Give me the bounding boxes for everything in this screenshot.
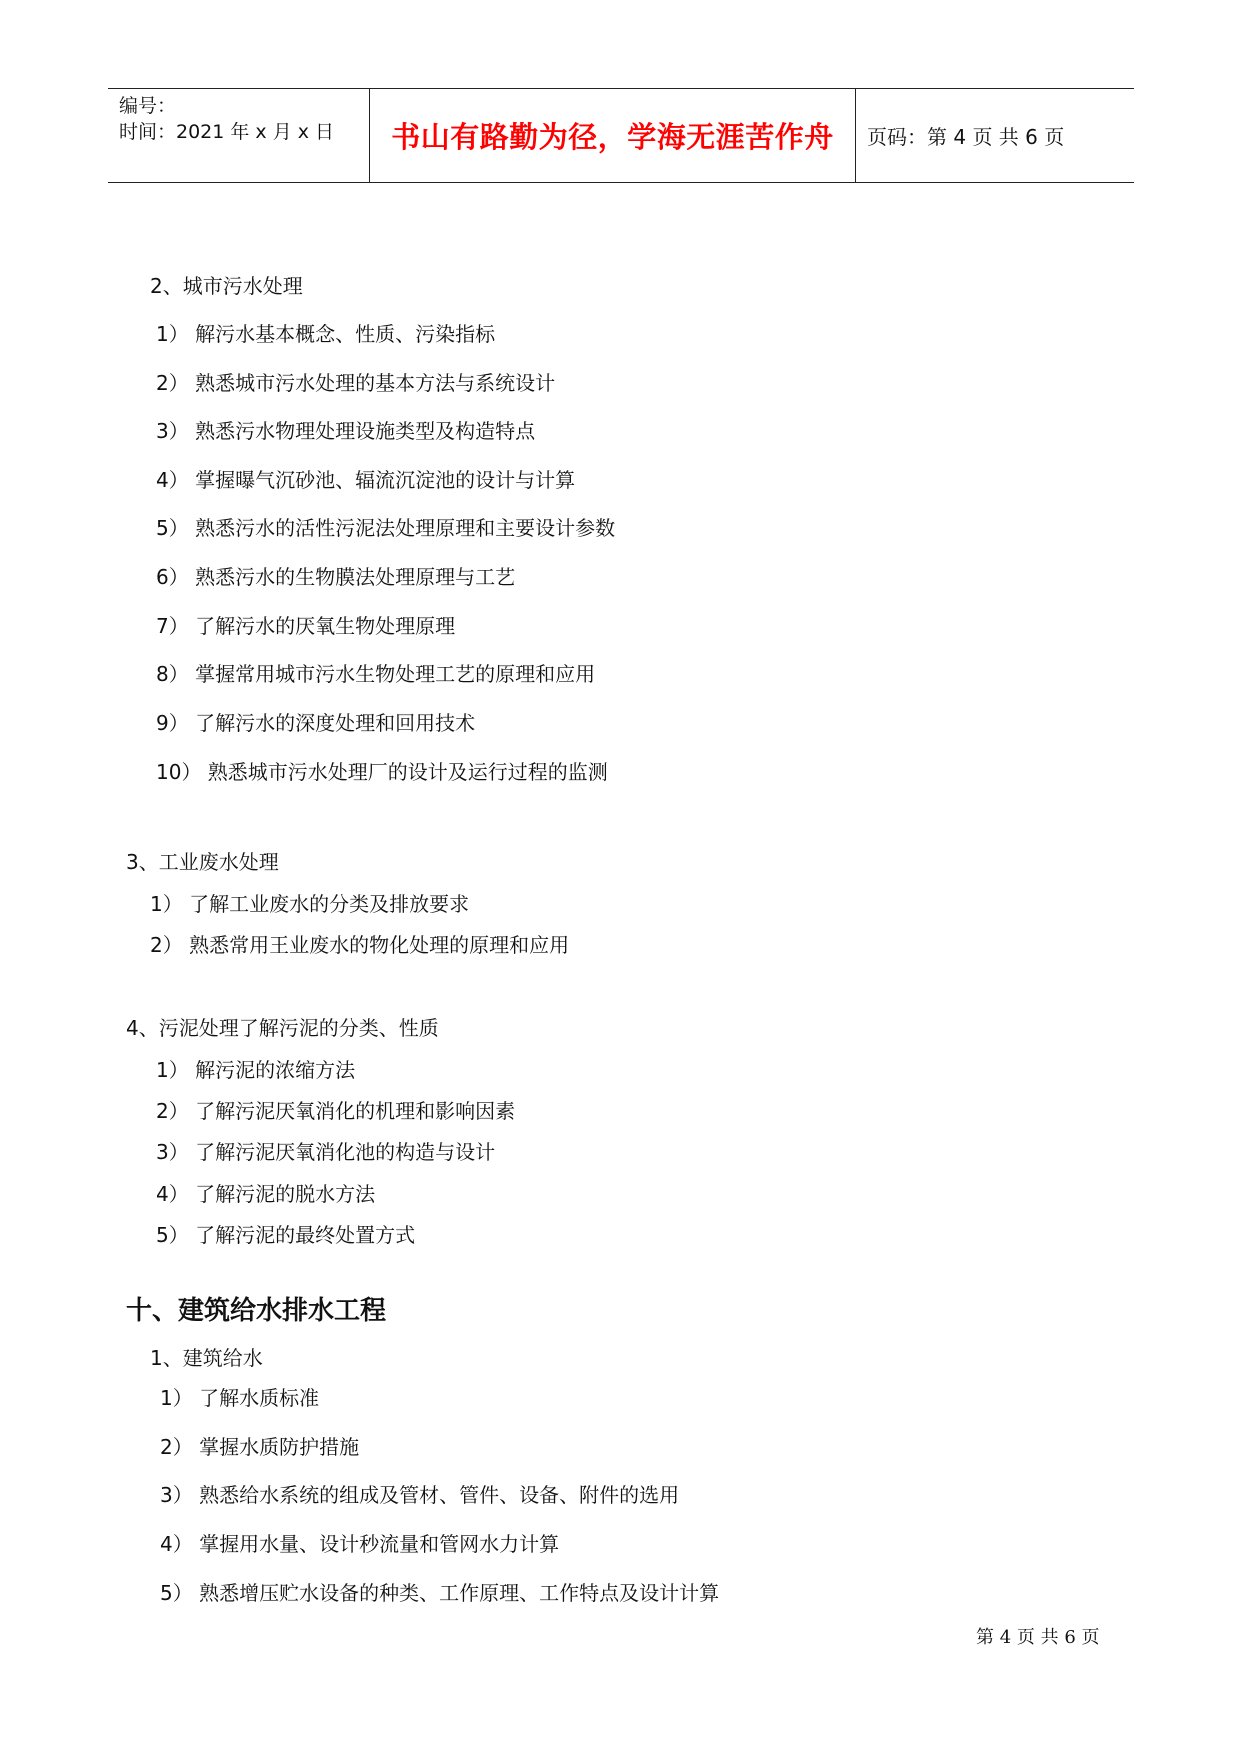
header-left-cell — [108, 89, 370, 182]
section-2-item-7: 7） 了解污水的厌氧生物处理原理 — [156, 614, 456, 638]
chapter-10-item-3: 3） 熟悉给水系统的组成及管材、管件、设备、附件的选用 — [160, 1483, 680, 1507]
section-4-item-2: 2） 了解污泥厌氧消化的机理和影响因素 — [156, 1099, 516, 1123]
chapter-10-item-4: 4） 掌握用水量、设计秒流量和管网水力计算 — [160, 1532, 560, 1556]
document-number-label: 编号： — [119, 95, 177, 117]
chapter-10-item-5: 5） 熟悉增压贮水设备的种类、工作原理、工作特点及设计计算 — [160, 1581, 720, 1605]
section-2-item-2: 2） 熟悉城市污水处理的基本方法与系统设计 — [156, 371, 556, 395]
chapter-10-subtitle: 1、建筑给水 — [150, 1346, 263, 1370]
chapter-10-heading: 十、建筑给水排水工程 — [126, 1296, 387, 1326]
section-3-title: 3、工业废水处理 — [126, 850, 279, 874]
section-2-item-3: 3） 熟悉污水物理处理设施类型及构造特点 — [156, 419, 536, 443]
header-motto: 书山有路勤为径，学海无涯苦作舟 — [370, 89, 856, 182]
section-3-item-2: 2） 熟悉常用王业废水的物化处理的原理和应用 — [150, 933, 570, 957]
page-footer: 第 4 页 共 6 页 — [976, 1627, 1100, 1648]
chapter-10-item-2: 2） 掌握水质防护措施 — [160, 1435, 360, 1459]
section-2-item-5: 5） 熟悉污水的活性污泥法处理原理和主要设计参数 — [156, 516, 616, 540]
section-4-item-5: 5） 了解污泥的最终处置方式 — [156, 1223, 416, 1247]
section-2-item-6: 6） 熟悉污水的生物膜法处理原理与工艺 — [156, 565, 516, 589]
section-2-item-4: 4） 掌握曝气沉砂池、辐流沉淀池的设计与计算 — [156, 468, 576, 492]
document-header — [108, 88, 1134, 183]
section-2-item-8: 8） 掌握常用城市污水生物处理工艺的原理和应用 — [156, 662, 596, 686]
section-2-item-1: 1） 解污水基本概念、性质、污染指标 — [156, 322, 496, 346]
section-4-item-4: 4） 了解污泥的脱水方法 — [156, 1182, 376, 1206]
section-4-item-1: 1） 解污泥的浓缩方法 — [156, 1058, 356, 1082]
section-4-item-3: 3） 了解污泥厌氧消化池的构造与设计 — [156, 1140, 496, 1164]
section-3-item-1: 1） 了解工业废水的分类及排放要求 — [150, 892, 470, 916]
section-2-item-9: 9） 了解污水的深度处理和回用技术 — [156, 711, 476, 735]
section-2-title: 2、城市污水处理 — [150, 274, 303, 298]
section-4-title: 4、污泥处理了解污泥的分类、性质 — [126, 1016, 439, 1040]
header-page-code: 页码：第 4 页 共 6 页 — [867, 125, 1065, 149]
section-2-item-10: 10） 熟悉城市污水处理厂的设计及运行过程的监测 — [156, 760, 608, 784]
document-time-label: 时间：2021 年 x 月 x 日 — [119, 121, 335, 143]
chapter-10-item-1: 1） 了解水质标准 — [160, 1386, 320, 1410]
